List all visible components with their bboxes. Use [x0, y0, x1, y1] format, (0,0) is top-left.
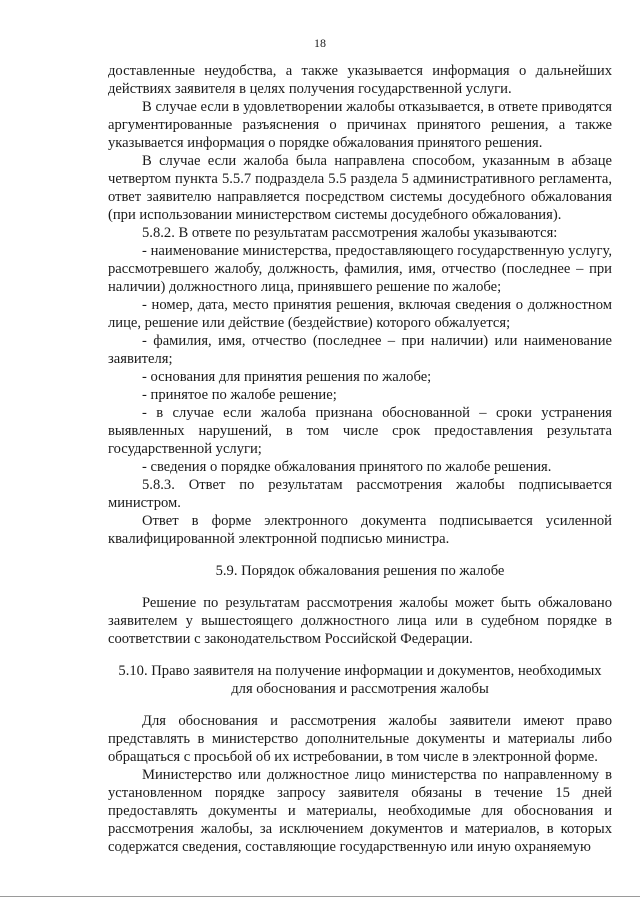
- list-item: - основания для принятия решения по жалобе;: [142, 369, 432, 385]
- page-number: 18: [314, 36, 326, 50]
- section-heading-5-9: 5.9. Порядок обжалования решения по жалобе: [215, 563, 505, 579]
- list-item: - номер, дата, место принятия решения, включая сведения о должностном лице, решение или действие (бездействие) которого обжалуется;: [108, 297, 612, 331]
- paragraph: В случае если жалоба была направлена способом, указанным в абзаце четвертом пункта 5.5.7 подраздела 5.5 раздела 5 административного регламента, ответ заявителю направляется посредством системы досудебного обжалования (при использовании министерством системы досудебного обжалования).: [108, 153, 612, 223]
- paragraph: Решение по результатам рассмотрения жалобы может быть обжаловано заявителем у вышестоящего должностного лица или в судебном порядке в соответствии с законодательством Российской Федерации.: [108, 595, 612, 647]
- paragraph: Для обоснования и рассмотрения жалобы заявители имеют право представлять в министерство дополнительные документы и материалы либо обращаться с просьбой об их истребовании, в том числе в электронной форме.: [108, 713, 612, 765]
- paragraph: 5.8.3. Ответ по результатам рассмотрения жалобы подписывается министром.: [108, 477, 612, 511]
- paragraph: доставленные неудобства, а также указывается информация о дальнейших действиях заявителя в целях получения государственной услуги.: [108, 63, 612, 97]
- paragraph: В случае если в удовлетворении жалобы отказывается, в ответе приводятся аргументированные разъяснения о причинах принятого решения, а также указывается информация о порядке обжалования принятого решения.: [108, 99, 612, 151]
- document-body: [108, 62, 612, 856]
- list-item: - принятое по жалобе решение;: [142, 387, 337, 403]
- paragraph: 5.8.2. В ответе по результатам рассмотрения жалобы указываются:: [142, 225, 558, 241]
- paragraph: Министерство или должностное лицо министерства по направленному в установленном порядке запросу заявителя обязаны в течение 15 дней предоставлять документы и материалы, необходимые для обоснования и рассмотрения жалобы, за исключением документов и материалов, в которых содержатся сведения, составляющие государственную или иную охраняемую: [108, 767, 612, 855]
- list-item: - наименование министерства, предоставляющего государственную услугу, рассмотревшего жалобу, должность, фамилия, имя, отчество (последнее – при наличии) должностного лица, принявшего решение по жалобе;: [108, 243, 612, 295]
- list-item: - фамилия, имя, отчество (последнее – при наличии) или наименование заявителя;: [108, 333, 612, 367]
- section-heading-5-10: 5.10. Право заявителя на получение информации и документов, необходимых для обоснования и рассмотрения жалобы: [118, 663, 602, 697]
- paragraph: Ответ в форме электронного документа подписывается усиленной квалифицированной электронной подписью министра.: [108, 513, 612, 547]
- list-item: - в случае если жалоба признана обоснованной – сроки устранения выявленных нарушений, в том числе срок предоставления результата государственной услуги;: [108, 405, 612, 457]
- page-bottom-divider: [0, 896, 640, 897]
- list-item: - сведения о порядке обжалования принятого по жалобе решения.: [142, 459, 552, 475]
